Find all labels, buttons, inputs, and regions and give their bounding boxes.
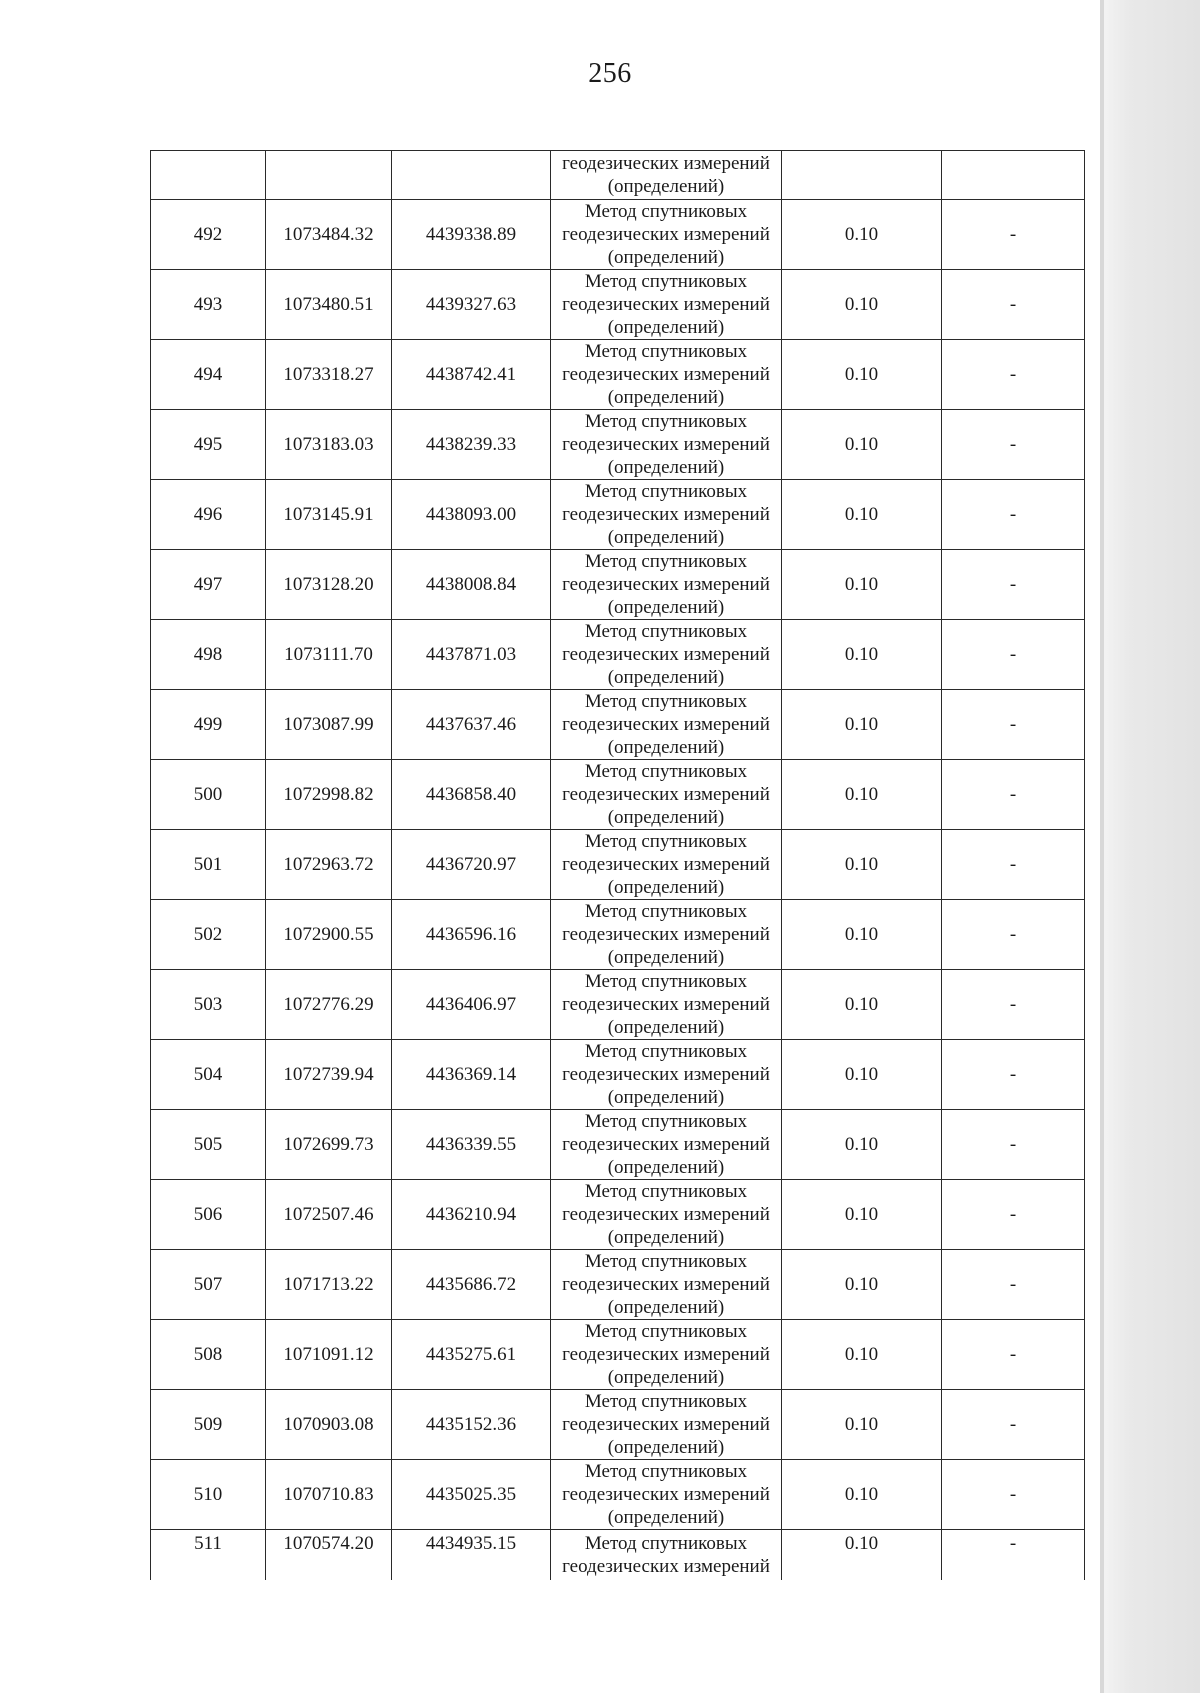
cell-num: 511 (151, 1530, 266, 1581)
method-line: Метод спутниковых (584, 901, 748, 922)
cell-method (551, 970, 782, 1040)
cell-accuracy: 0.10 (782, 1180, 942, 1250)
cell-method (551, 1530, 782, 1581)
cell-y: 4439338.89 (392, 200, 551, 270)
cell-method (551, 760, 782, 830)
cell-num: 507 (151, 1250, 266, 1320)
cell-y: 4435275.61 (392, 1320, 551, 1390)
cell-x: 1072963.72 (266, 830, 392, 900)
method-line: Метод спутниковых (584, 621, 748, 642)
cell-y: 4438742.41 (392, 340, 551, 410)
method-line: (определений) (607, 1017, 725, 1038)
cell-num: 502 (151, 900, 266, 970)
method-line: Метод спутниковых (584, 1533, 748, 1554)
cell-description: - (942, 1110, 1085, 1180)
cell-method (551, 340, 782, 410)
method-line: геодезических измерений (562, 434, 770, 455)
cell-accuracy: 0.10 (782, 1530, 942, 1581)
method-line: (определений) (607, 667, 725, 688)
coordinates-table (150, 150, 1085, 1580)
cell-method (551, 1250, 782, 1320)
cell-num (151, 151, 266, 200)
cell-y (392, 151, 551, 200)
table-row (151, 620, 1085, 690)
method-line: геодезических измерений (562, 854, 770, 875)
cell-num: 510 (151, 1460, 266, 1530)
method-line: Метод спутниковых (584, 201, 748, 222)
method-line: геодезических измерений (562, 994, 770, 1015)
cell-accuracy: 0.10 (782, 900, 942, 970)
cell-accuracy: 0.10 (782, 480, 942, 550)
cell-accuracy: 0.10 (782, 830, 942, 900)
scan-edge-line (1100, 0, 1104, 1693)
method-line: Метод спутниковых (584, 1041, 748, 1062)
method-line: (определений) (607, 947, 725, 968)
cell-x (266, 151, 392, 200)
cell-accuracy: 0.10 (782, 1110, 942, 1180)
cell-y: 4435152.36 (392, 1390, 551, 1460)
cell-description: - (942, 1390, 1085, 1460)
method-line: Метод спутниковых (584, 271, 748, 292)
cell-num: 498 (151, 620, 266, 690)
cell-description: - (942, 690, 1085, 760)
cell-description: - (942, 410, 1085, 480)
method-line: геодезических измерений (562, 924, 770, 945)
method-line: геодезических измерений (562, 1556, 770, 1577)
scan-edge-shadow (1100, 0, 1200, 1693)
method-line: Метод спутниковых (584, 1251, 748, 1272)
cell-method (551, 1180, 782, 1250)
table-row (151, 340, 1085, 410)
cell-y: 4435686.72 (392, 1250, 551, 1320)
cell-num: 499 (151, 690, 266, 760)
cell-num: 504 (151, 1040, 266, 1110)
cell-num: 494 (151, 340, 266, 410)
method-line: (определений) (607, 1087, 725, 1108)
cell-description: - (942, 900, 1085, 970)
cell-num: 505 (151, 1110, 266, 1180)
cell-x: 1071713.22 (266, 1250, 392, 1320)
cell-num: 506 (151, 1180, 266, 1250)
cell-description: - (942, 1460, 1085, 1530)
method-line: Метод спутниковых (584, 1461, 748, 1482)
cell-y: 4438239.33 (392, 410, 551, 480)
method-line: Метод спутниковых (584, 551, 748, 572)
cell-y: 4436210.94 (392, 1180, 551, 1250)
cell-accuracy: 0.10 (782, 760, 942, 830)
method-line: (определений) (607, 597, 725, 618)
table-row (151, 830, 1085, 900)
method-line: геодезических измерений (562, 1484, 770, 1505)
cell-accuracy (782, 151, 942, 200)
method-line: Метод спутниковых (584, 1111, 748, 1132)
cell-x: 1070710.83 (266, 1460, 392, 1530)
cell-y: 4436720.97 (392, 830, 551, 900)
cell-method (551, 1390, 782, 1460)
cell-method (551, 480, 782, 550)
cell-description: - (942, 340, 1085, 410)
method-line: (определений) (607, 387, 725, 408)
method-line: Метод спутниковых (584, 481, 748, 502)
cell-description: - (942, 970, 1085, 1040)
table-row (151, 1390, 1085, 1460)
cell-x: 1072699.73 (266, 1110, 392, 1180)
method-line: геодезических измерений (562, 784, 770, 805)
cell-x: 1072739.94 (266, 1040, 392, 1110)
cell-method (551, 151, 782, 200)
method-line: Метод спутниковых (584, 411, 748, 432)
cell-description: - (942, 830, 1085, 900)
method-line: геодезических измерений (562, 153, 770, 174)
method-line: Метод спутниковых (584, 831, 748, 852)
table-row (151, 480, 1085, 550)
cell-description: - (942, 620, 1085, 690)
method-line: геодезических измерений (562, 224, 770, 245)
cell-method (551, 1320, 782, 1390)
cell-accuracy: 0.10 (782, 410, 942, 480)
method-line: Метод спутниковых (584, 761, 748, 782)
method-line: (определений) (607, 1437, 725, 1458)
cell-y: 4436858.40 (392, 760, 551, 830)
cell-method (551, 1040, 782, 1110)
table-row (151, 550, 1085, 620)
method-line: геодезических измерений (562, 504, 770, 525)
cell-x: 1072507.46 (266, 1180, 392, 1250)
method-line: (определений) (607, 457, 725, 478)
table-row (151, 1250, 1085, 1320)
continuation-row (151, 151, 1085, 200)
method-line: геодезических измерений (562, 714, 770, 735)
cell-description (942, 151, 1085, 200)
table-row (151, 1460, 1085, 1530)
method-line: геодезических измерений (562, 1134, 770, 1155)
cell-x: 1071091.12 (266, 1320, 392, 1390)
cell-accuracy: 0.10 (782, 200, 942, 270)
cell-x: 1070903.08 (266, 1390, 392, 1460)
cell-y: 4434935.15 (392, 1530, 551, 1581)
cell-x: 1072998.82 (266, 760, 392, 830)
method-line: Метод спутниковых (584, 1321, 748, 1342)
method-line: (определений) (607, 1507, 725, 1528)
cell-y: 4437637.46 (392, 690, 551, 760)
cell-method (551, 620, 782, 690)
method-line: (определений) (607, 1227, 725, 1248)
cell-y: 4436339.55 (392, 1110, 551, 1180)
method-line: (определений) (607, 1297, 725, 1318)
method-line: (определений) (607, 527, 725, 548)
cell-description: - (942, 550, 1085, 620)
cell-x: 1073128.20 (266, 550, 392, 620)
cell-num: 493 (151, 270, 266, 340)
cell-y: 4438093.00 (392, 480, 551, 550)
cell-x: 1072900.55 (266, 900, 392, 970)
method-line: (определений) (607, 877, 725, 898)
cell-accuracy: 0.10 (782, 340, 942, 410)
cell-description: - (942, 1180, 1085, 1250)
cell-accuracy: 0.10 (782, 550, 942, 620)
cell-x: 1073484.32 (266, 200, 392, 270)
cell-accuracy: 0.10 (782, 270, 942, 340)
cell-description: - (942, 270, 1085, 340)
cell-num: 501 (151, 830, 266, 900)
cell-accuracy: 0.10 (782, 1250, 942, 1320)
cell-num: 495 (151, 410, 266, 480)
cell-y: 4439327.63 (392, 270, 551, 340)
cell-num: 492 (151, 200, 266, 270)
method-line: (определений) (607, 807, 725, 828)
cell-method (551, 1110, 782, 1180)
cell-y: 4436596.16 (392, 900, 551, 970)
cell-method (551, 550, 782, 620)
cell-accuracy: 0.10 (782, 1320, 942, 1390)
method-line: геодезических измерений (562, 1344, 770, 1365)
cell-description: - (942, 760, 1085, 830)
cell-accuracy: 0.10 (782, 970, 942, 1040)
cell-description: - (942, 200, 1085, 270)
method-line: Метод спутниковых (584, 691, 748, 712)
cell-x: 1072776.29 (266, 970, 392, 1040)
cell-method (551, 1460, 782, 1530)
table-row (151, 900, 1085, 970)
table-row (151, 270, 1085, 340)
method-line: (определений) (607, 737, 725, 758)
table-row (151, 1110, 1085, 1180)
table-row (151, 690, 1085, 760)
table-row (151, 1040, 1085, 1110)
cell-x: 1073183.03 (266, 410, 392, 480)
table-row-truncated (151, 1530, 1085, 1581)
cell-num: 497 (151, 550, 266, 620)
cell-accuracy: 0.10 (782, 690, 942, 760)
cell-method (551, 830, 782, 900)
table-row (151, 970, 1085, 1040)
method-line: геодезических измерений (562, 364, 770, 385)
method-line: геодезических измерений (562, 644, 770, 665)
method-line: (определений) (607, 317, 725, 338)
cell-method (551, 690, 782, 760)
table-row (151, 410, 1085, 480)
cell-num: 503 (151, 970, 266, 1040)
method-line: геодезических измерений (562, 1414, 770, 1435)
cell-description: - (942, 1250, 1085, 1320)
table-row (151, 200, 1085, 270)
cell-x: 1073480.51 (266, 270, 392, 340)
method-line: геодезических измерений (562, 1274, 770, 1295)
cell-accuracy: 0.10 (782, 1390, 942, 1460)
method-line: (определений) (607, 1157, 725, 1178)
page-number: 256 (588, 58, 632, 89)
cell-description: - (942, 1040, 1085, 1110)
cell-y: 4436369.14 (392, 1040, 551, 1110)
cell-accuracy: 0.10 (782, 1460, 942, 1530)
cell-description: - (942, 480, 1085, 550)
coordinates-table-body (151, 151, 1085, 1581)
cell-y: 4435025.35 (392, 1460, 551, 1530)
cell-x: 1070574.20 (266, 1530, 392, 1581)
cell-x: 1073111.70 (266, 620, 392, 690)
method-line: геодезических измерений (562, 294, 770, 315)
method-line: Метод спутниковых (584, 1181, 748, 1202)
cell-accuracy: 0.10 (782, 1040, 942, 1110)
cell-y: 4438008.84 (392, 550, 551, 620)
method-line: Метод спутниковых (584, 1391, 748, 1412)
cell-x: 1073087.99 (266, 690, 392, 760)
cell-y: 4437871.03 (392, 620, 551, 690)
cell-accuracy: 0.10 (782, 620, 942, 690)
method-line: геодезических измерений (562, 574, 770, 595)
method-line: (определений) (607, 176, 725, 197)
method-line: (определений) (607, 247, 725, 268)
table-row (151, 760, 1085, 830)
cell-description: - (942, 1530, 1085, 1581)
table-row (151, 1320, 1085, 1390)
table-row (151, 1180, 1085, 1250)
method-line: (определений) (607, 1367, 725, 1388)
cell-x: 1073318.27 (266, 340, 392, 410)
method-line: Метод спутниковых (584, 971, 748, 992)
cell-num: 509 (151, 1390, 266, 1460)
cell-description: - (942, 1320, 1085, 1390)
cell-x: 1073145.91 (266, 480, 392, 550)
cell-method (551, 900, 782, 970)
method-line: геодезических измерений (562, 1064, 770, 1085)
cell-num: 496 (151, 480, 266, 550)
cell-method (551, 270, 782, 340)
method-line: геодезических измерений (562, 1204, 770, 1225)
cell-y: 4436406.97 (392, 970, 551, 1040)
cell-num: 508 (151, 1320, 266, 1390)
method-line: Метод спутниковых (584, 341, 748, 362)
cell-num: 500 (151, 760, 266, 830)
cell-method (551, 200, 782, 270)
cell-method (551, 410, 782, 480)
